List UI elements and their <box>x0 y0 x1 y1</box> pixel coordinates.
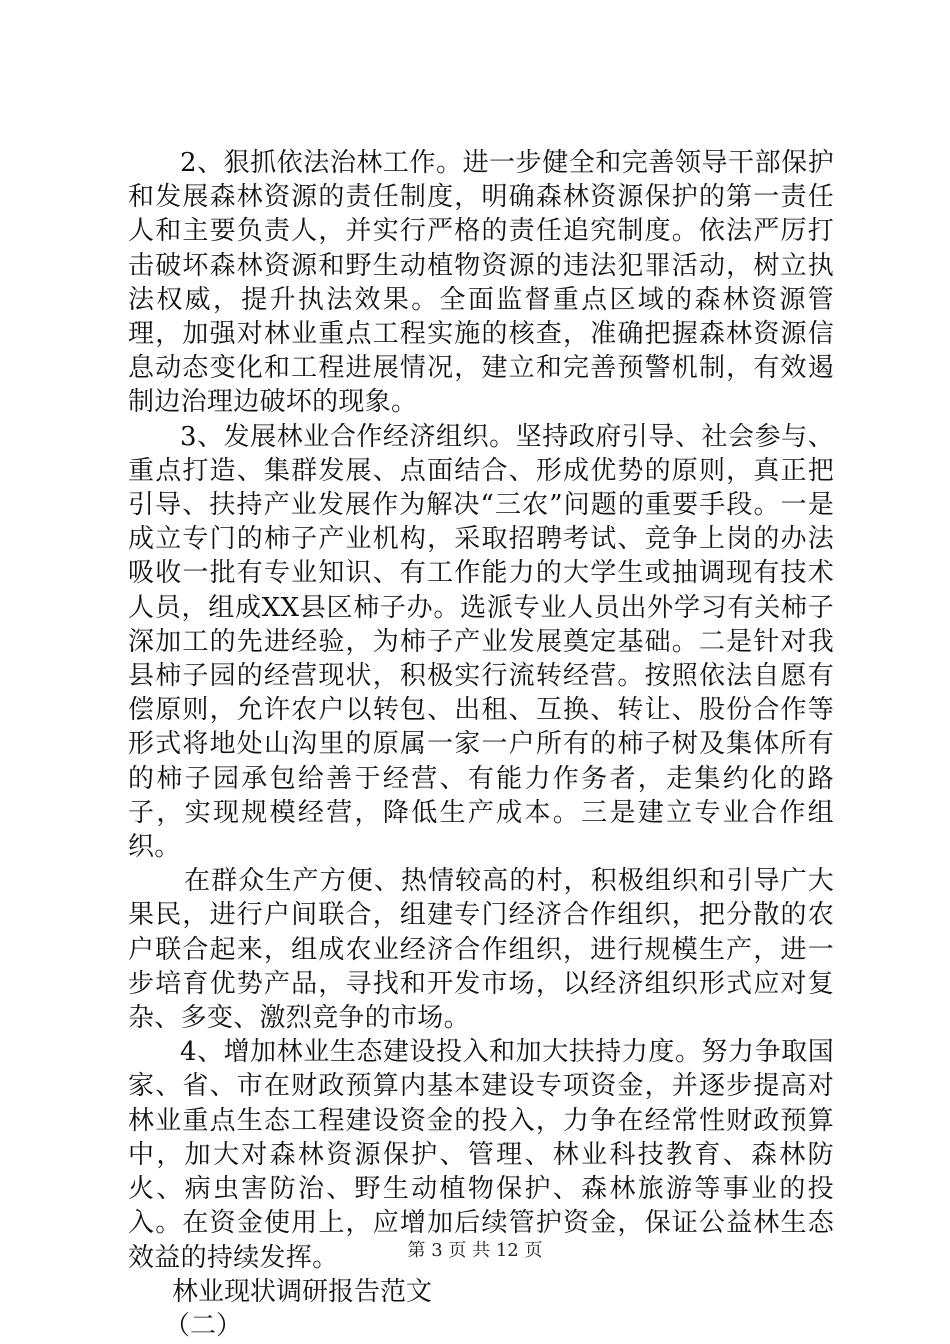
paragraph-2-rule-of-law: 2、狠抓依法治林工作。进一步健全和完善领导干部保护和发展森林资源的责任制度，明确森林资源保护的第一责任人和主要负责人，并实行严格的责任追究制度。依法严厉打击破坏森林资源和野生动植物资源的违法犯罪活动，树立执法权威，提升执法效果。全面监督重点区域的森林资源管理，加强对林业重点工程实施的核查，准确把握森林资源信息动态变化和工程进展情况，建立和完善预警机制，有效遏制边治理边破坏的现象。 <box>128 148 834 418</box>
paragraph-3-cooperative-organizations: 3、发展林业合作经济组织。坚持政府引导、社会参与、重点打造、集群发展、点面结合、形成优势的原则，真正把引导、扶持产业发展作为解决“三农”问题的重要手段。一是成立专门的柿子产业机构，采取招聘考试、竞争上岗的办法吸收一批有专业知识、有工作能力的大学生或抽调现有技术人员，组成XX县区柿子办。选派专业人员出外学习有关柿子深加工的先进经验，为柿子产业发展奠定基础。二是针对我县柿子园的经营现状，积极实行流转经营。按照依法自愿有偿原则，允许农户以转包、出租、互换、转让、股份合作等形式将地处山沟里的原属一家一户所有的柿子树及集体所有的柿子园承包给善于经营、有能力作务者，走集约化的路子，实现规模经营，降低生产成本。三是建立专业合作组织。 <box>128 421 834 863</box>
paragraph-cooperative-continued: 在群众生产方便、热情较高的村，积极组织和引导广大果民，进行户间联合，组建专门经济合作组织，把分散的农户联合起来，组成农业经济合作组织，进行规模生产，进一步培育优势产品，寻找和开发市场，以经济组织形式应对复杂、多变、激烈竞争的市场。 <box>128 866 834 1034</box>
document-body <box>128 146 834 1343</box>
paragraph-4-investment: 4、增加林业生态建设投入和加大扶持力度。努力争取国家、省、市在财政预算内基本建设专项资金，并逐步提高对林业重点生态工程建设资金的投入，力争在经常性财政预算中，加大对森林资源保护、管理、林业科技教育、森林防火、病虫害防治、野生动植物保护、森林旅游等事业的投入。在资金使用上，应增加后续管护资金，保证公益林生态效益的持续发挥。 <box>128 1037 834 1273</box>
report-title: 林业现状调研报告范文 <box>172 1276 433 1307</box>
section-number: （二） <box>164 1310 243 1341</box>
page-footer: 第 3 页 共 12 页 <box>407 1240 543 1261</box>
